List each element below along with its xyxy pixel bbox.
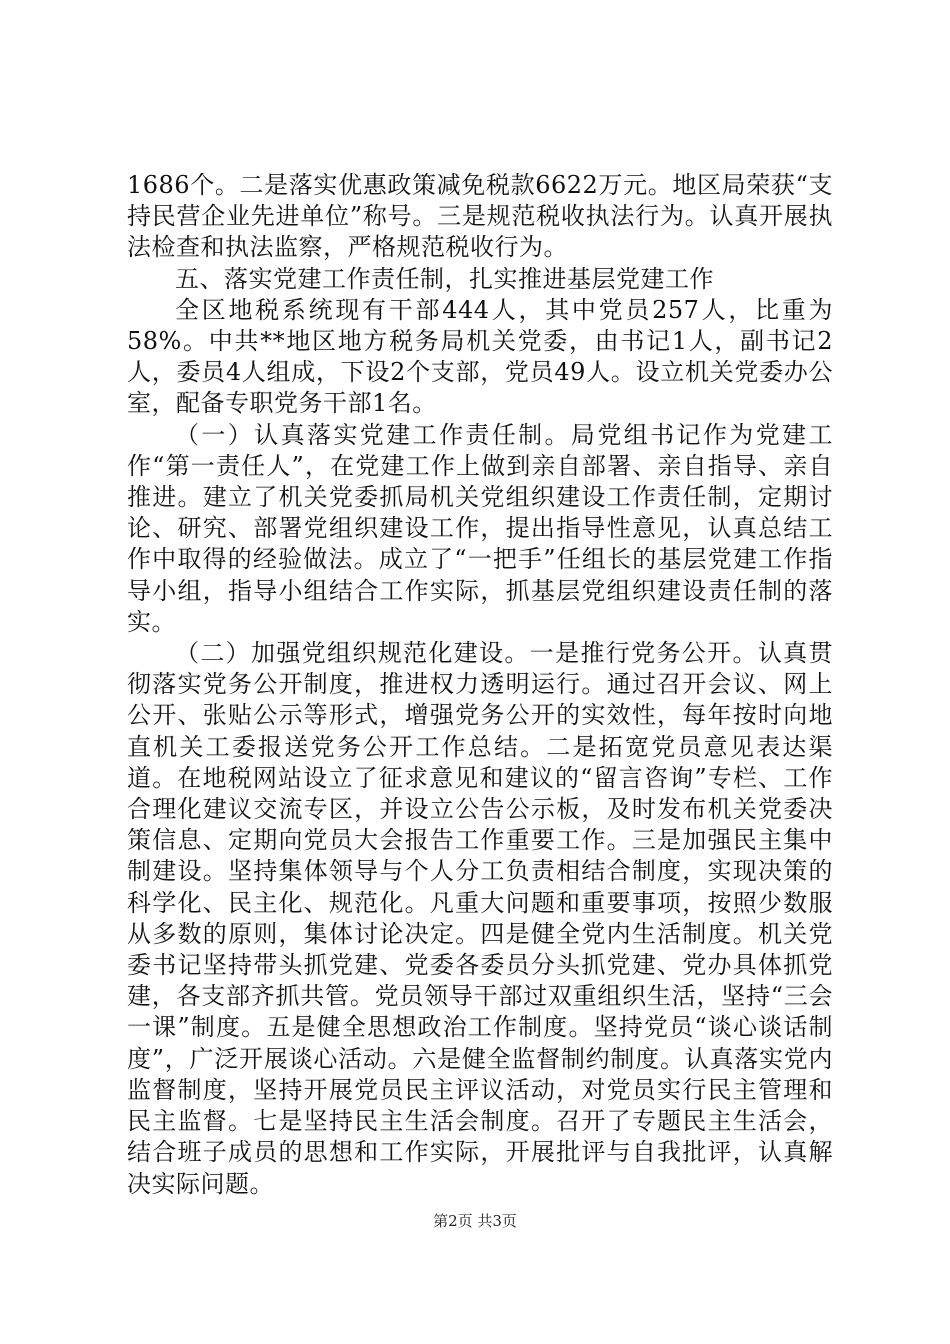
paragraph-standardization: （二）加强党组织规范化建设。一是推行党务公开。认真贯彻落实党务公开制度，推进权力透明运行。通过召开会议、网上公开、张贴公示等形式，增强党务公开的实效性，每年按时向地直机关工委报送党务公开工作总结。二是拓宽党员意见表达渠道。在地税网站设立了征求意见和建议的“留言咨询”专栏、工作合理化建议交流专区，并设立公告公示板，及时发布机关党委决策信息、定期向党员大会报告工作重要工作。三是加强民主集中制建设。坚持集体领导与个人分工负责相结合制度，实现决策的科学化、民主化、规范化。凡重大问题和重要事项，按照少数服从多数的原则，集体讨论决定。四是健全党内生活制度。机关党委书记坚持带头抓党建、党委各委员分头抓党建、党办具体抓党建，各支部齐抓共管。党员领导干部过双重组织生活，坚持“三会一课”制度。五是健全思想政治工作制度。坚持党员“谈心谈话制度”，广泛开展谈心活动。六是健全监督制约制度。认真落实党内监督制度，坚持开展党员民主评议活动，对党员实行民主管理和民主监督。七是坚持民主生活会制度。召开了专题民主生活会，结合班子成员的思想和工作实际，开展批评与自我批评，认真解决实际问题。 <box>127 639 833 1198</box>
paragraph-responsibility-system: （一）认真落实党建工作责任制。局党组书记作为党建工作“第一责任人”，在党建工作上做到亲自部署、亲自指导、亲自推进。建立了机关党委抓局机关党组织建设工作责任制，定期讨论、研究、部署党组织建设工作，提出指导性意见，认真总结工作中取得的经验做法。成立了“一把手”任组长的基层党建工作指导小组，指导小组结合工作实际，抓基层党组织建设责任制的落实。 <box>127 420 833 636</box>
document-body <box>127 170 833 1200</box>
page-number-footer: 第2页 共3页 <box>433 1212 517 1230</box>
section-heading: 五、落实党建工作责任制，扎实推进基层党建工作 <box>175 264 714 293</box>
paragraph-continuation: 1686个。二是落实优惠政策减免税款6622万元。地区局荣获“支持民营企业先进单位”称号。三是规范税收执法行为。认真开展执法检查和执法监察，严格规范税收行为。 <box>127 171 833 262</box>
paragraph-staff-statistics: 全区地税系统现有干部444人，其中党员257人，比重为58%。中共**地区地方税务局机关党委，由书记1人，副书记2人，委员4人组成，下设2个支部，党员49人。设立机关党委办公室，配备专职党务干部1名。 <box>127 295 833 418</box>
